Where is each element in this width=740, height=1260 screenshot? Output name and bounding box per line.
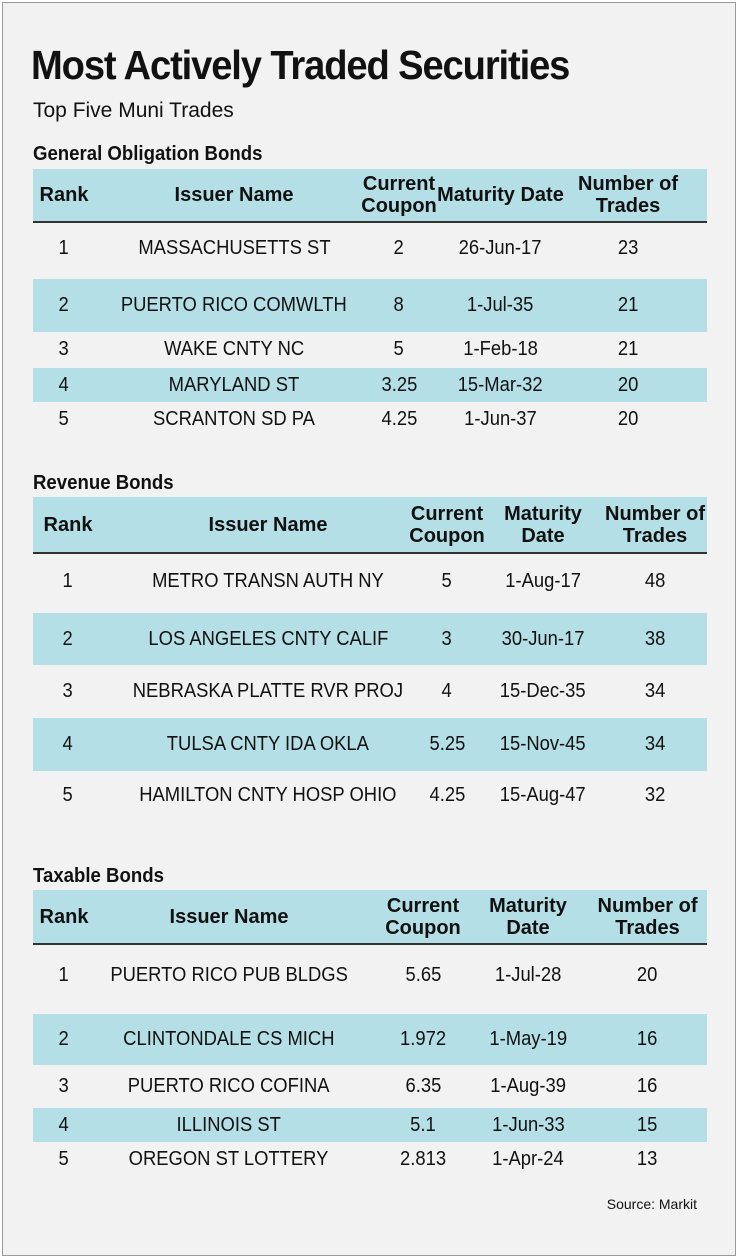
rank-value: 2	[58, 1028, 70, 1050]
current-coupon-value: 4.25	[381, 407, 417, 430]
current-coupon-value: 5.1	[410, 1113, 436, 1136]
maturity-date-value: 1-Aug-39	[490, 1075, 566, 1097]
cell-current-coupon	[365, 332, 433, 366]
rank-value: 2	[62, 627, 74, 650]
number-of-trades-value: 32	[644, 783, 666, 806]
number-of-trades-value: 48	[644, 569, 666, 592]
current-coupon-value: 5.25	[429, 733, 465, 755]
table-row	[33, 1142, 707, 1176]
table-row	[33, 945, 707, 1006]
cell-current-coupon	[411, 554, 483, 608]
table-row	[33, 332, 707, 366]
cell-maturity-date	[433, 368, 568, 402]
maturity-date-value: 1-Apr-24	[492, 1147, 564, 1170]
cell-issuer-name	[95, 223, 373, 274]
number-of-trades-value: 13	[637, 1147, 658, 1170]
number-of-trades-value: 34	[644, 733, 666, 755]
cell-issuer-name	[95, 1014, 363, 1065]
current-coupon-value: 2	[393, 237, 405, 259]
cell-rank	[33, 279, 95, 332]
column-header-issuer-name: Issuer Name	[208, 513, 328, 536]
cell-issuer-name	[95, 368, 373, 402]
cell-issuer-name	[95, 945, 363, 1006]
number-of-trades-value: 38	[644, 627, 666, 650]
cell-current-coupon	[411, 771, 483, 819]
maturity-date-value: 1-Jul-35	[467, 294, 534, 316]
number-of-trades-value: 34	[644, 679, 666, 702]
cell-rank	[33, 613, 103, 665]
issuer-name-value: WAKE CNTY NC	[163, 337, 305, 360]
cell-current-coupon	[378, 1108, 468, 1142]
cell-maturity-date	[483, 665, 603, 717]
current-coupon-value: 5	[441, 569, 453, 592]
current-coupon-value: 3	[441, 627, 453, 650]
cell-rank	[33, 1014, 95, 1065]
issuer-name-value: CLINTONDALE CS MICH	[123, 1028, 335, 1050]
cell-current-coupon	[365, 402, 433, 436]
cell-maturity-date	[468, 1014, 588, 1065]
table-row	[33, 1108, 707, 1142]
issuer-name-value: PUERTO RICO COMWLTH	[121, 294, 347, 316]
cell-maturity-date	[433, 223, 568, 274]
cell-maturity-date	[483, 718, 603, 771]
table-row	[33, 368, 707, 402]
column-header-maturity-date: Maturity Date	[437, 184, 564, 206]
cell-current-coupon	[378, 1014, 468, 1065]
cell-rank	[33, 945, 95, 1006]
issuer-name-value: LOS ANGELES CNTY CALIF	[148, 627, 388, 650]
cell-current-coupon	[411, 613, 483, 665]
issuer-name-value: PUERTO RICO COFINA	[128, 1075, 330, 1097]
cell-maturity-date	[468, 1065, 588, 1108]
cell-rank	[33, 665, 103, 717]
taxable-table	[33, 890, 707, 1180]
section-title-taxable: Taxable Bonds	[33, 865, 164, 887]
column-header-maturity-date: Maturity Date	[489, 894, 567, 939]
cell-rank	[33, 223, 95, 274]
cell-number-of-trades	[568, 368, 688, 402]
section-title-revenue: Revenue Bonds	[33, 472, 174, 494]
rank-value: 4	[58, 1113, 70, 1136]
number-of-trades-value: 16	[637, 1075, 658, 1097]
rank-value: 3	[62, 679, 74, 702]
column-header-rank: Rank	[39, 184, 89, 206]
number-of-trades-value: 23	[617, 237, 639, 259]
current-coupon-value: 5	[393, 337, 405, 360]
maturity-date-value: 1-Aug-17	[505, 569, 581, 592]
maturity-date-value: 15-Dec-35	[500, 679, 586, 702]
cell-maturity-date	[483, 554, 603, 608]
rank-value: 4	[62, 733, 74, 755]
cell-number-of-trades	[603, 718, 707, 771]
cell-issuer-name	[95, 402, 373, 436]
number-of-trades-value: 20	[617, 407, 639, 430]
cell-number-of-trades	[588, 1108, 707, 1142]
cell-maturity-date	[433, 402, 568, 436]
cell-rank	[33, 332, 95, 366]
cell-number-of-trades	[588, 1065, 707, 1108]
cell-number-of-trades	[588, 1142, 707, 1176]
issuer-name-value: PUERTO RICO PUB BLDGS	[110, 964, 348, 986]
cell-issuer-name	[103, 718, 433, 771]
current-coupon-value: 2.813	[399, 1147, 447, 1170]
table-row	[33, 554, 707, 608]
maturity-date-value: 1-Jun-37	[464, 407, 537, 430]
number-of-trades-value: 16	[637, 1028, 658, 1050]
cell-rank	[33, 771, 103, 819]
cell-current-coupon	[411, 665, 483, 717]
maturity-date-value: 30-Jun-17	[501, 627, 585, 650]
cell-issuer-name	[103, 554, 433, 608]
table-row	[33, 402, 707, 436]
cell-current-coupon	[378, 1142, 468, 1176]
cell-issuer-name	[95, 1065, 363, 1108]
table-header-row	[33, 497, 707, 554]
cell-rank	[33, 1142, 95, 1176]
issuer-name-value: METRO TRANSN AUTH NY	[152, 569, 384, 592]
cell-maturity-date	[468, 1108, 588, 1142]
current-coupon-value: 5.65	[405, 964, 441, 986]
current-coupon-value: 3.25	[381, 373, 417, 396]
column-header-rank: Rank	[43, 513, 93, 536]
page-subtitle: Top Five Muni Trades	[33, 99, 234, 122]
rank-value: 1	[58, 964, 70, 986]
cell-number-of-trades	[603, 613, 707, 665]
table-row	[33, 771, 707, 819]
cell-issuer-name	[95, 1142, 363, 1176]
issuer-name-value: TULSA CNTY IDA OKLA	[166, 733, 370, 755]
table-row	[33, 223, 707, 274]
column-header-number-of-trades: Number of Trades	[578, 173, 678, 217]
rank-value: 2	[58, 294, 70, 316]
cell-number-of-trades	[568, 279, 688, 332]
column-header-current-coupon: Current Coupon	[385, 894, 461, 939]
infographic-panel	[2, 2, 736, 1256]
current-coupon-value: 8	[393, 294, 405, 316]
cell-current-coupon	[365, 223, 433, 274]
cell-current-coupon	[411, 718, 483, 771]
column-header-current-coupon: Current Coupon	[361, 173, 437, 217]
issuer-name-value: SCRANTON SD PA	[153, 407, 315, 430]
number-of-trades-value: 15	[637, 1113, 658, 1136]
cell-current-coupon	[378, 1065, 468, 1108]
issuer-name-value: ILLINOIS ST	[176, 1113, 282, 1136]
cell-issuer-name	[95, 332, 373, 366]
cell-number-of-trades	[603, 665, 707, 717]
issuer-name-value: HAMILTON CNTY HOSP OHIO	[139, 783, 397, 806]
maturity-date-value: 26-Jun-17	[459, 237, 542, 259]
rank-value: 1	[62, 569, 74, 592]
cell-issuer-name	[103, 665, 433, 717]
table-row	[33, 1014, 707, 1065]
rank-value: 3	[58, 337, 70, 360]
cell-number-of-trades	[603, 771, 707, 819]
cell-maturity-date	[468, 945, 588, 1006]
cell-number-of-trades	[568, 332, 688, 366]
cell-maturity-date	[468, 1142, 588, 1176]
issuer-name-value: MARYLAND ST	[168, 373, 300, 396]
table-header-row	[33, 890, 707, 945]
rank-value: 3	[58, 1075, 70, 1097]
current-coupon-value: 6.35	[405, 1075, 441, 1097]
column-header-maturity-date: Maturity Date	[504, 502, 582, 547]
issuer-name-value: OREGON ST LOTTERY	[129, 1147, 329, 1170]
cell-issuer-name	[103, 613, 433, 665]
cell-maturity-date	[483, 771, 603, 819]
column-header-current-coupon: Current Coupon	[409, 502, 485, 547]
column-header-number-of-trades: Number of Trades	[605, 502, 705, 547]
maturity-date-value: 1-Jul-28	[494, 964, 562, 986]
cell-number-of-trades	[603, 554, 707, 608]
maturity-date-value: 15-Nov-45	[500, 733, 586, 755]
current-coupon-value: 4.25	[429, 783, 465, 806]
cell-rank	[33, 718, 103, 771]
maturity-date-value: 15-Aug-47	[500, 783, 586, 806]
cell-number-of-trades	[588, 945, 707, 1006]
cell-rank	[33, 1108, 95, 1142]
cell-rank	[33, 402, 95, 436]
cell-issuer-name	[95, 279, 373, 332]
cell-issuer-name	[95, 1108, 363, 1142]
table-header-row	[33, 169, 707, 223]
issuer-name-value: NEBRASKA PLATTE RVR PROJ	[132, 679, 404, 702]
rank-value: 5	[58, 1147, 70, 1170]
source-note: Source: Markit	[606, 1196, 697, 1212]
table-row	[33, 613, 707, 665]
cell-number-of-trades	[588, 1014, 707, 1065]
table-row	[33, 1065, 707, 1108]
table-row	[33, 279, 707, 332]
issuer-name-value: MASSACHUSETTS ST	[137, 237, 331, 259]
column-header-issuer-name: Issuer Name	[174, 184, 294, 206]
revenue-table	[33, 497, 707, 817]
rank-value: 1	[58, 237, 70, 259]
rank-value: 4	[58, 373, 70, 396]
rank-value: 5	[58, 407, 70, 430]
cell-maturity-date	[433, 332, 568, 366]
current-coupon-value: 1.972	[399, 1028, 447, 1050]
number-of-trades-value: 20	[617, 373, 639, 396]
maturity-date-value: 1-May-19	[489, 1028, 567, 1050]
rank-value: 5	[62, 783, 74, 806]
column-header-number-of-trades: Number of Trades	[597, 894, 698, 939]
maturity-date-value: 1-Jun-33	[491, 1113, 565, 1136]
table-row	[33, 718, 707, 771]
number-of-trades-value: 21	[617, 337, 639, 360]
cell-maturity-date	[483, 613, 603, 665]
cell-number-of-trades	[568, 402, 688, 436]
cell-current-coupon	[365, 368, 433, 402]
cell-current-coupon	[365, 279, 433, 332]
cell-issuer-name	[103, 771, 433, 819]
page-title: Most Actively Traded Securities	[31, 42, 570, 88]
cell-maturity-date	[433, 279, 568, 332]
cell-rank	[33, 554, 103, 608]
cell-current-coupon	[378, 945, 468, 1006]
maturity-date-value: 1-Feb-18	[463, 337, 538, 360]
number-of-trades-value: 21	[617, 294, 639, 316]
section-title-general-obligation: General Obligation Bonds	[33, 143, 263, 165]
table-row	[33, 665, 707, 717]
current-coupon-value: 4	[441, 679, 453, 702]
general-obligation-table	[33, 169, 707, 437]
column-header-issuer-name: Issuer Name	[169, 905, 289, 928]
maturity-date-value: 15-Mar-32	[458, 373, 543, 396]
column-header-rank: Rank	[39, 905, 89, 928]
number-of-trades-value: 20	[637, 964, 658, 986]
cell-number-of-trades	[568, 223, 688, 274]
cell-rank	[33, 368, 95, 402]
cell-rank	[33, 1065, 95, 1108]
